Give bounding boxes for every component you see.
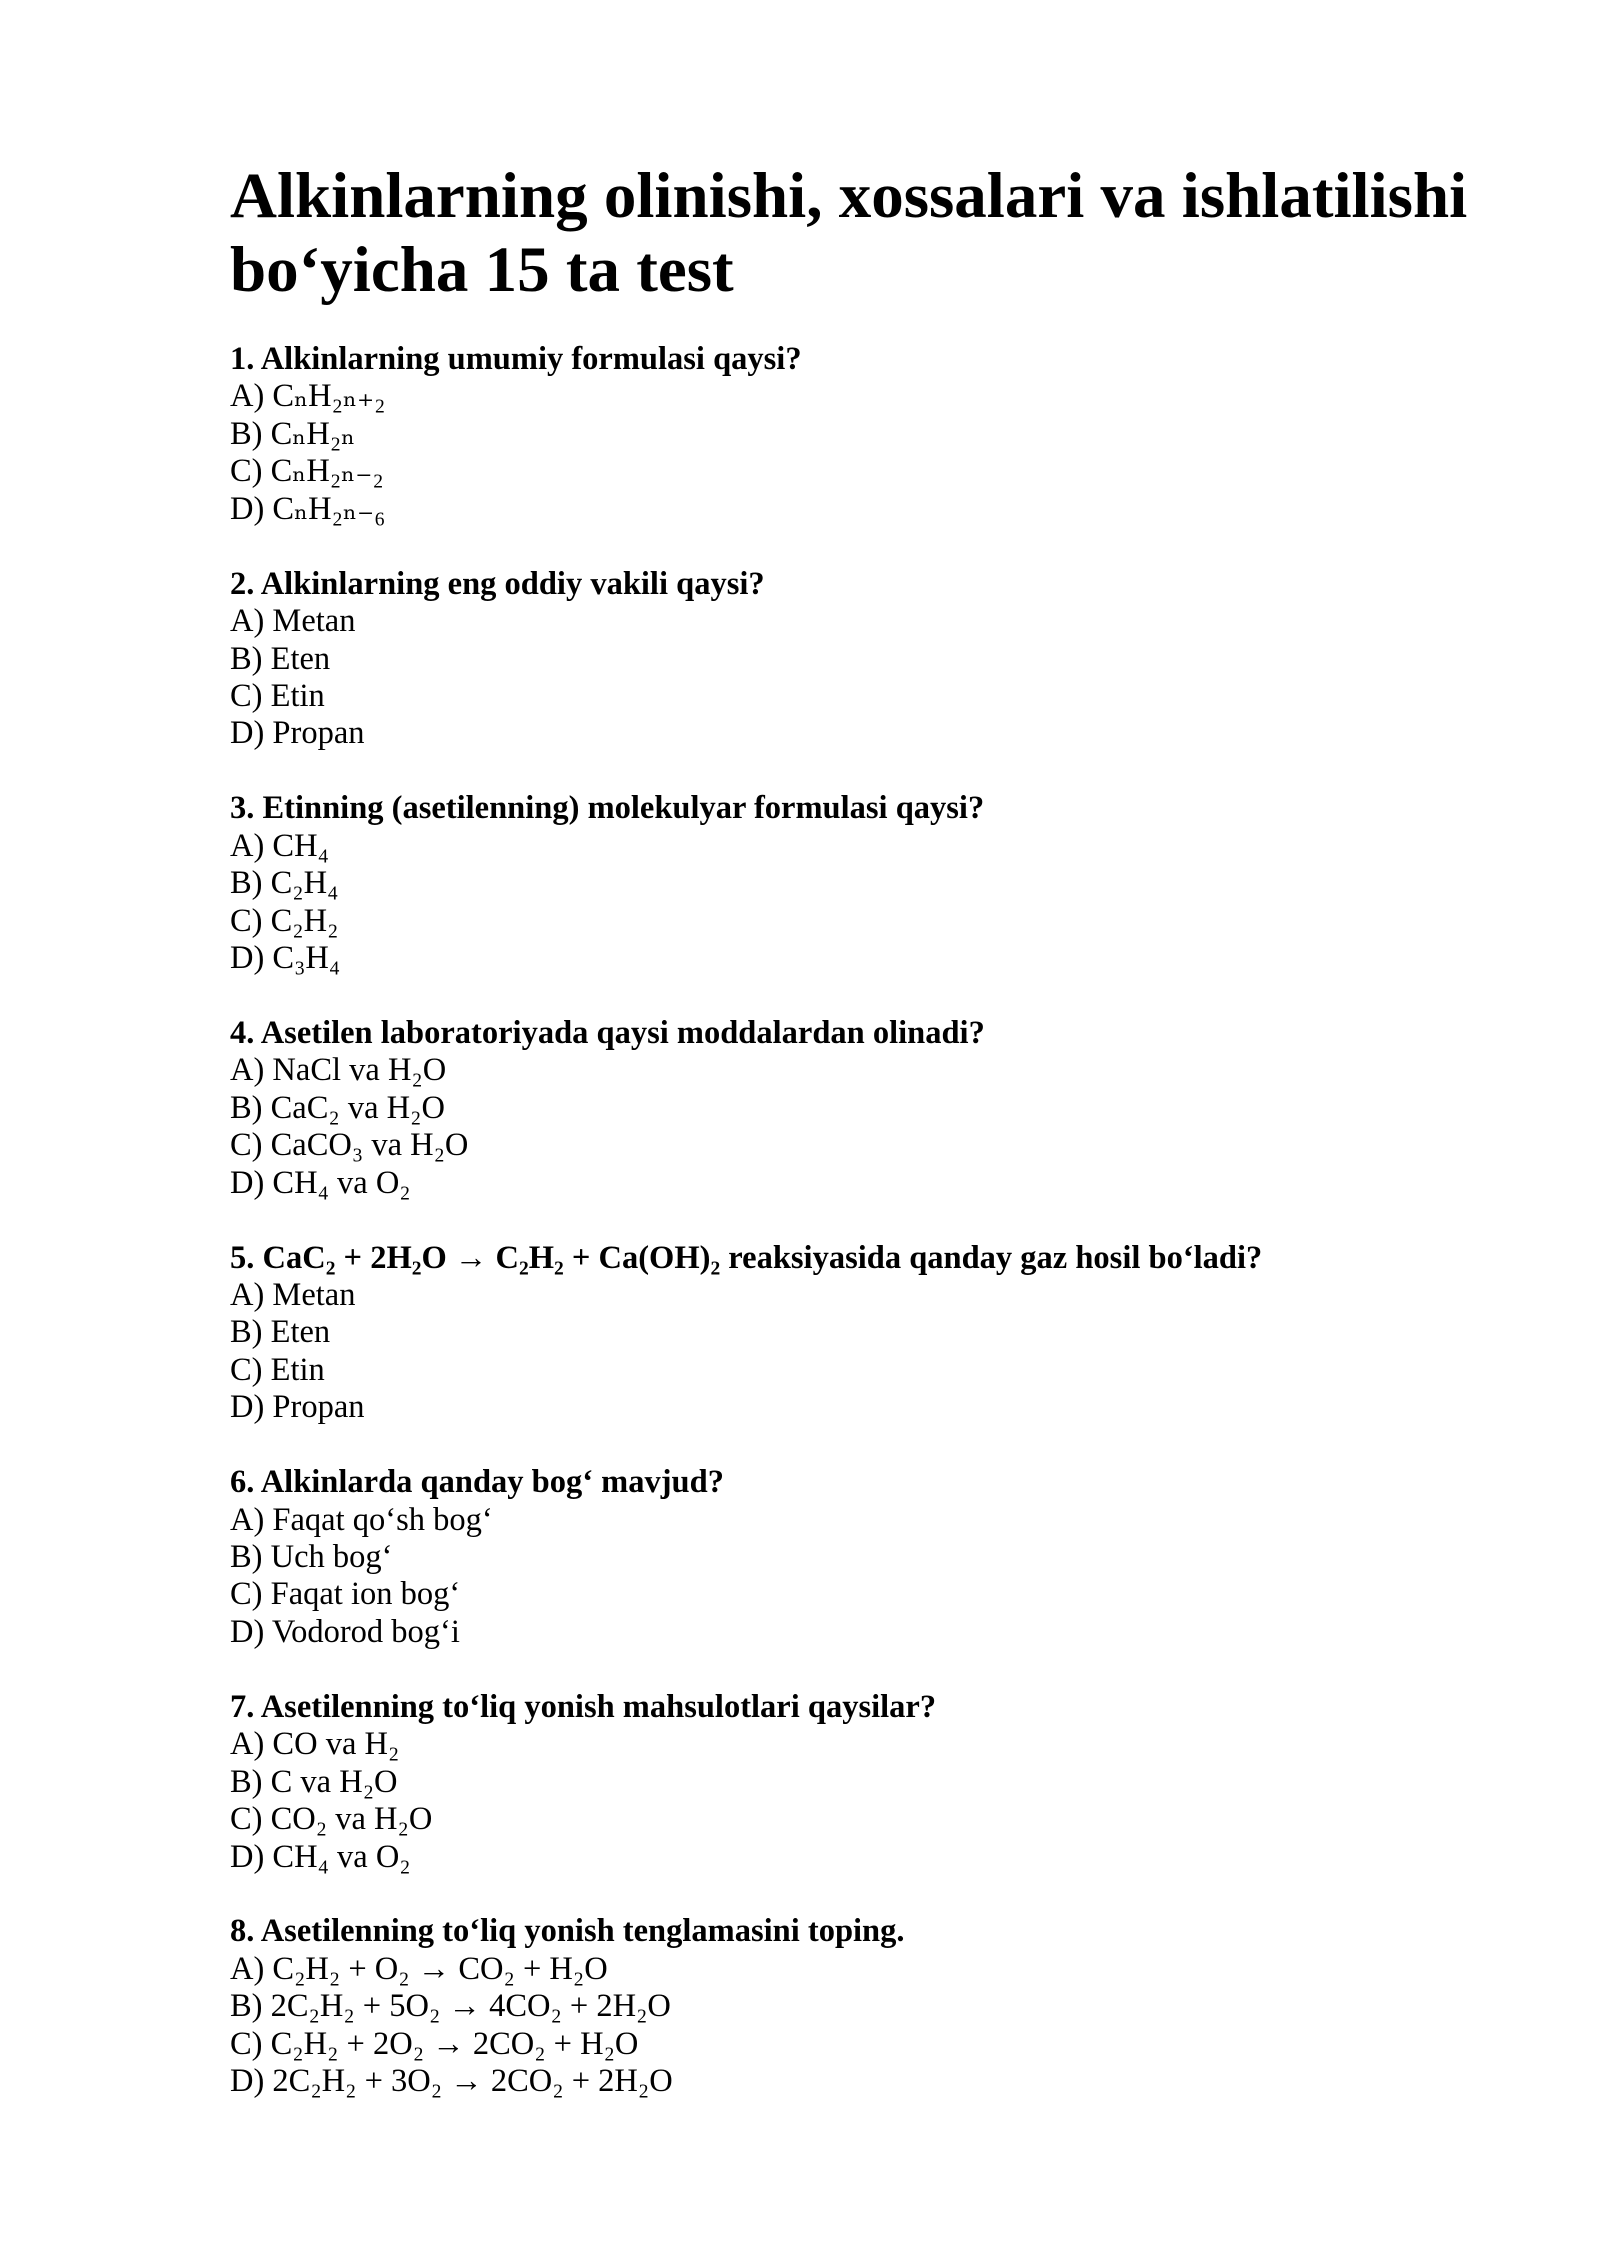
option-c: C) C₂H₂ + 2O₂ → 2CO₂ + H₂O bbox=[230, 2025, 639, 2062]
option-d: D) CH₄ va O₂ bbox=[230, 1838, 411, 1875]
option-b: B) Uch bog‘ bbox=[230, 1539, 393, 1575]
question-text: 8. Asetilenning to‘liq yonish tenglamasini toping. bbox=[230, 1913, 905, 1950]
option-b: B) C₂H₄ bbox=[230, 865, 339, 902]
option-a: A) CH₄ bbox=[230, 827, 329, 864]
question-7 bbox=[230, 1689, 1560, 1876]
question-text: 2. Alkinlarning eng oddiy vakili qaysi? bbox=[230, 565, 765, 602]
option-c: C) Etin bbox=[230, 1351, 325, 1388]
option-a: A) CₙH₂ₙ₊₂ bbox=[230, 378, 386, 415]
question-text: 7. Asetilenning to‘liq yonish mahsulotlari qaysilar? bbox=[230, 1688, 937, 1725]
question-text: 5. CaC₂ + 2H₂O → C₂H₂ + Ca(OH)₂ reaksiyasida qanday gaz hosil bo‘ladi? bbox=[230, 1239, 1263, 1276]
document-page bbox=[230, 159, 1560, 2138]
option-d: D) C₃H₄ bbox=[230, 940, 341, 976]
option-b: B) C va H₂O bbox=[230, 1763, 398, 1800]
option-a: A) Metan bbox=[230, 603, 356, 640]
question-list bbox=[230, 341, 1560, 2101]
page-title: Alkinlarning olinishi, xossalari va ishlatilishi bo‘yicha 15 ta test bbox=[230, 160, 1468, 306]
option-a: A) CO va H₂ bbox=[230, 1726, 400, 1763]
question-3 bbox=[230, 790, 1560, 977]
option-c: C) CO₂ va H₂O bbox=[230, 1801, 433, 1838]
option-b: B) CₙH₂ₙ bbox=[230, 415, 356, 452]
question-5 bbox=[230, 1240, 1560, 1427]
option-c: C) CₙH₂ₙ₋₂ bbox=[230, 453, 384, 490]
question-text: 1. Alkinlarning umumiy formulasi qaysi? bbox=[230, 341, 802, 377]
option-c: C) Faqat ion bog‘ bbox=[230, 1576, 461, 1613]
option-d: D) CH₄ va O₂ bbox=[230, 1164, 411, 1201]
option-a: A) C₂H₂ + O₂ → CO₂ + H₂O bbox=[230, 1950, 608, 1987]
option-d: D) Propan bbox=[230, 715, 365, 752]
option-a: A) Faqat qo‘sh bog‘ bbox=[230, 1501, 493, 1538]
option-d: D) 2C₂H₂ + 3O₂ → 2CO₂ + 2H₂O bbox=[230, 2063, 673, 2100]
question-4 bbox=[230, 1015, 1560, 1202]
option-c: C) C₂H₂ bbox=[230, 902, 339, 939]
option-a: A) NaCl va H₂O bbox=[230, 1052, 447, 1089]
option-b: B) Eten bbox=[230, 640, 331, 677]
question-1 bbox=[230, 341, 1560, 528]
question-text: 3. Etinning (asetilenning) molekulyar formulasi qaysi? bbox=[230, 790, 985, 827]
option-d: D) Vodorod bog‘i bbox=[230, 1613, 460, 1650]
option-c: C) CaCO₃ va H₂O bbox=[230, 1127, 469, 1164]
option-c: C) Etin bbox=[230, 677, 325, 714]
option-b: B) 2C₂H₂ + 5O₂ → 4CO₂ + 2H₂O bbox=[230, 1988, 671, 2025]
option-b: B) Eten bbox=[230, 1314, 331, 1351]
option-d: D) CₙH₂ₙ₋₆ bbox=[230, 490, 386, 527]
question-6 bbox=[230, 1464, 1560, 1651]
question-text: 4. Asetilen laboratoriyada qaysi moddalardan olinadi? bbox=[230, 1014, 985, 1051]
option-a: A) Metan bbox=[230, 1276, 356, 1313]
option-b: B) CaC₂ va H₂O bbox=[230, 1089, 445, 1126]
question-2 bbox=[230, 566, 1560, 753]
question-8 bbox=[230, 1913, 1560, 2100]
option-d: D) Propan bbox=[230, 1389, 365, 1426]
question-text: 6. Alkinlarda qanday bog‘ mavjud? bbox=[230, 1464, 724, 1501]
